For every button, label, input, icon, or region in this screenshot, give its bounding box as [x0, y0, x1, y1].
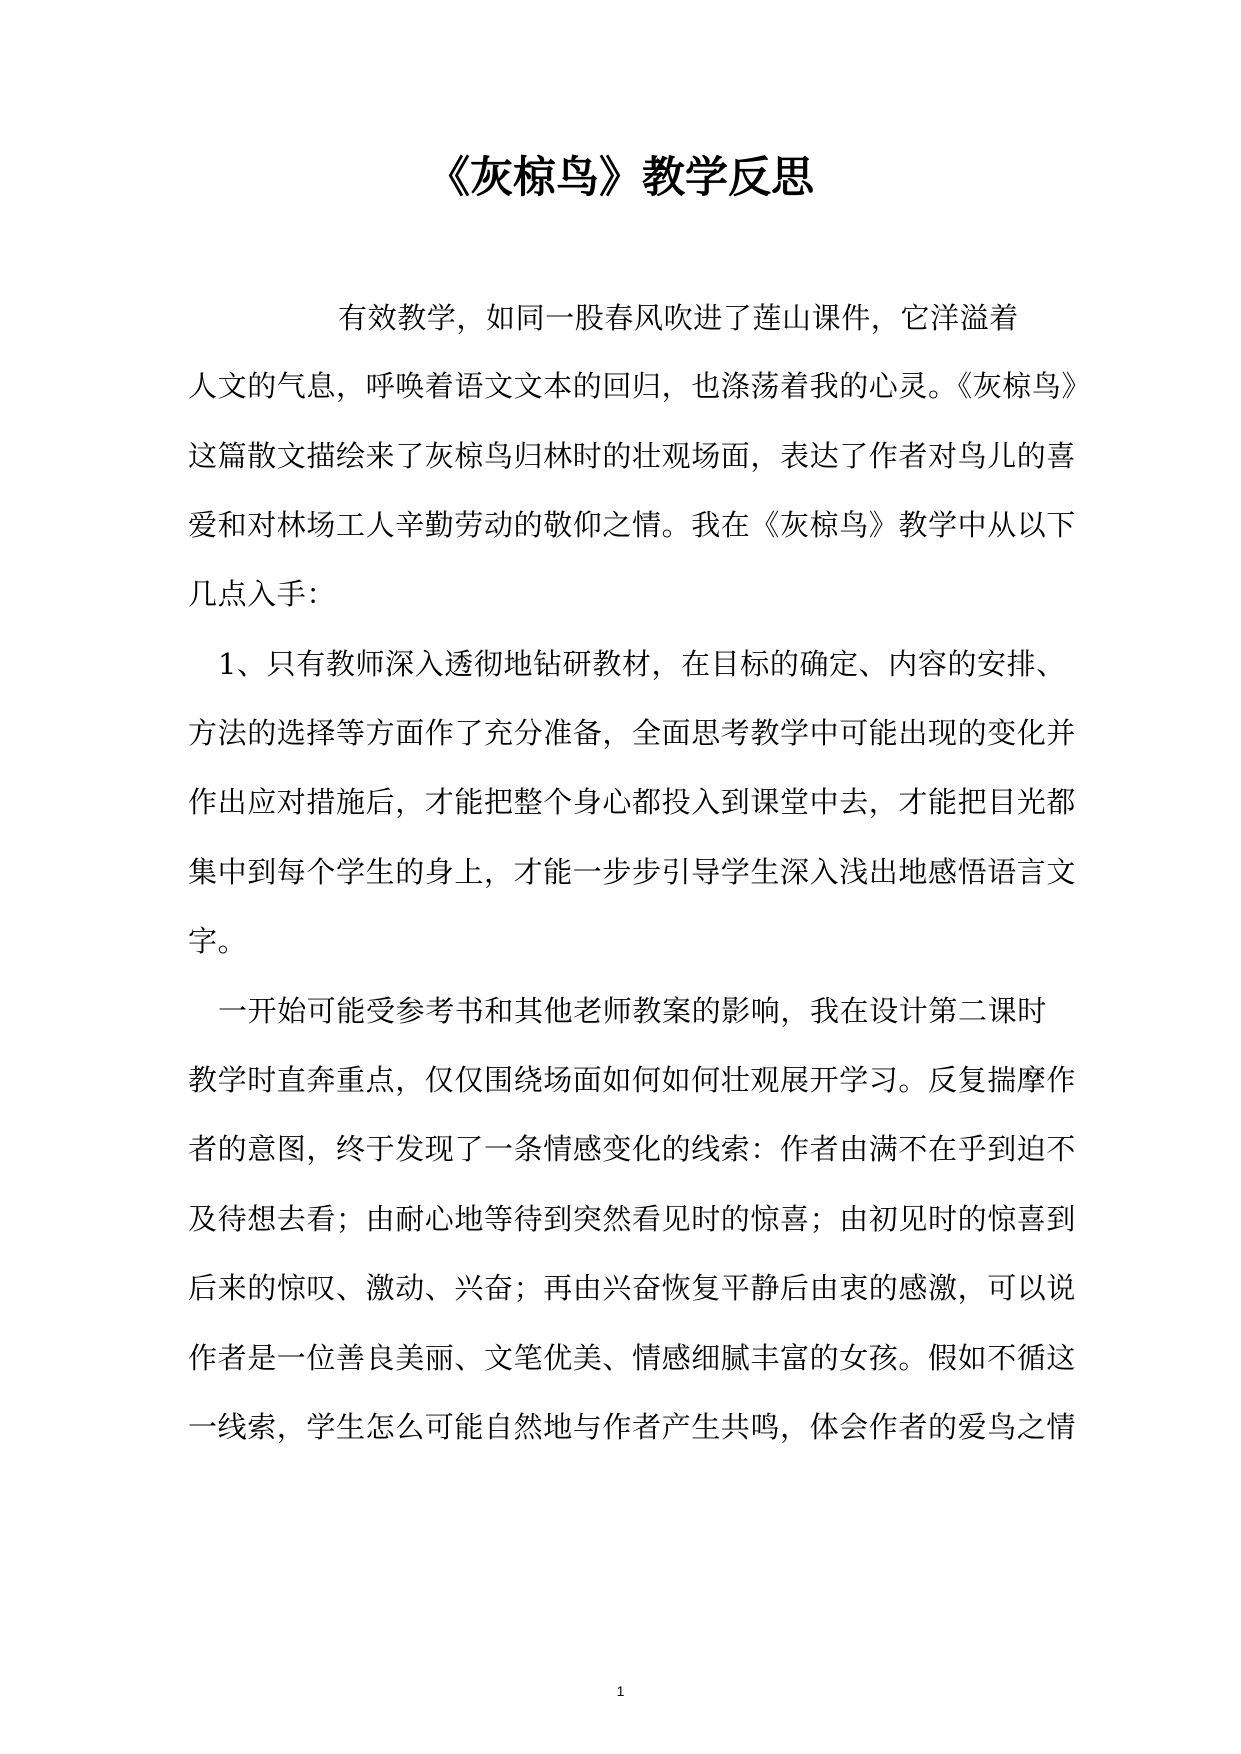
body-line: 1、只有教师深入透彻地钻研教材，在目标的确定、内容的安排、 — [218, 647, 1066, 681]
body-line: 字。 — [188, 924, 248, 958]
body-line: 集中到每个学生的身上，才能一步步引导学生深入浅出地感悟语言文 — [188, 855, 1077, 889]
body-line: 一开始可能受参考书和其他老师教案的影响，我在设计第二课时 — [218, 994, 1047, 1028]
body-line: 一线索，学生怎么可能自然地与作者产生共鸣，体会作者的爱鸟之情 — [188, 1410, 1077, 1444]
body-line: 及待想去看；由耐心地等待到突然看见时的惊喜；由初见时的惊喜到 — [188, 1202, 1077, 1236]
body-line: 这篇散文描绘来了灰椋鸟归林时的壮观场面，表达了作者对鸟儿的喜 — [188, 439, 1077, 473]
body-line: 有效教学，如同一股春风吹进了莲山课件，它洋溢着 — [338, 301, 1019, 335]
body-line: 方法的选择等方面作了充分准备，全面思考教学中可能出现的变化并 — [188, 716, 1077, 750]
body-line: 者的意图，终于发现了一条情感变化的线索：作者由满不在乎到迫不 — [188, 1132, 1077, 1166]
body-line: 几点入手： — [188, 577, 337, 611]
document-title: 《灰椋鸟》教学反思 — [427, 153, 814, 203]
body-line: 后来的惊叹、激动、兴奋；再由兴奋恢复平静后由衷的感激，可以说 — [188, 1271, 1077, 1305]
page-number: 1 — [616, 1683, 625, 1699]
body-line: 爱和对林场工人辛勤劳动的敬仰之情。我在《灰椋鸟》教学中从以下 — [188, 508, 1077, 542]
body-line: 人文的气息，呼唤着语文文本的回归，也涤荡着我的心灵。《灰椋鸟》 — [188, 369, 1092, 403]
body-line: 作出应对措施后，才能把整个身心都投入到课堂中去，才能把目光都 — [188, 785, 1077, 819]
body-line: 教学时直奔重点，仅仅围绕场面如何如何壮观展开学习。反复揣摩作 — [188, 1063, 1077, 1097]
body-line: 作者是一位善良美丽、文笔优美、情感细腻丰富的女孩。假如不循这 — [188, 1341, 1077, 1375]
